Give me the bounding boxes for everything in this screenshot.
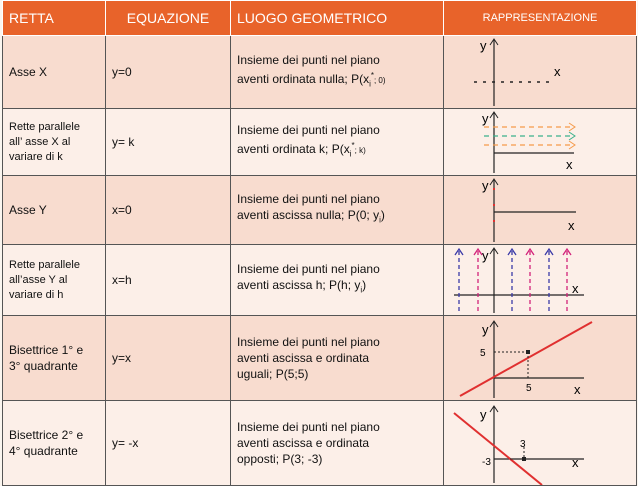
retta-cell: Asse Y	[3, 176, 106, 245]
graph-bisettrice-2-4	[444, 401, 637, 486]
svg-text:x: x	[572, 281, 579, 296]
header-row	[3, 1, 637, 36]
luogo-cell: Insieme dei punti nel piano aventi ascissa nulla; P(0; $y_i$)	[231, 176, 444, 245]
svg-text:x: x	[572, 455, 579, 470]
equazione-cell: y= k	[106, 109, 231, 176]
retta-cell: Asse X	[3, 36, 106, 109]
equazione-cell: y= -x	[106, 401, 231, 486]
header-luogo: LUOGO GEOMETRICO	[231, 1, 444, 36]
graph-parallele-x	[444, 109, 637, 176]
header-retta: RETTA	[3, 1, 106, 36]
svg-text:y: y	[482, 322, 489, 337]
luogo-cell: Insieme dei punti nel piano aventi ascissa e ordinata opposti; P(3; -3)	[231, 401, 444, 486]
graph-parallele-y	[444, 245, 637, 316]
svg-text:y: y	[480, 407, 487, 422]
equations-table	[2, 0, 637, 486]
table-row	[3, 176, 637, 245]
equazione-cell: x=0	[106, 176, 231, 245]
svg-text:5: 5	[480, 348, 486, 359]
header-rappresentazione: RAPPRESENTAZIONE	[444, 1, 637, 36]
svg-text:y: y	[482, 248, 489, 263]
graph-bisettrice-1-3	[444, 316, 637, 401]
header-equazione: EQUAZIONE	[106, 1, 231, 36]
svg-text:y: y	[480, 38, 487, 53]
svg-text:y: y	[482, 111, 489, 126]
svg-text:x: x	[568, 218, 575, 233]
svg-text:x: x	[574, 382, 581, 397]
svg-text:x: x	[566, 157, 573, 172]
svg-text:5: 5	[526, 383, 532, 394]
table-row	[3, 401, 637, 486]
luogo-cell: Insieme dei punti nel piano aventi ascissa e ordinata uguali; P(5;5)	[231, 316, 444, 401]
table-row	[3, 245, 637, 316]
retta-cell: Bisettrice 1° e 3° quadrante	[3, 316, 106, 401]
graph-asse-x	[444, 36, 637, 109]
svg-text:x: x	[554, 64, 561, 79]
svg-text:y: y	[482, 178, 489, 193]
table-row	[3, 36, 637, 109]
equazione-cell: y=x	[106, 316, 231, 401]
table-row	[3, 109, 637, 176]
svg-text:-3: -3	[482, 457, 491, 468]
retta-cell: Bisettrice 2° e 4° quadrante	[3, 401, 106, 486]
equazione-cell: y=0	[106, 36, 231, 109]
luogo-cell: Insieme dei punti nel piano aventi ordinata k; $P(x_i^*$; k)	[231, 109, 444, 176]
luogo-cell: Insieme dei punti nel piano aventi ordinata nulla; $P(x_i^*$; 0)	[231, 36, 444, 109]
retta-cell: Rette parallele all’asse Y al variare di h	[3, 245, 106, 316]
luogo-cell: Insieme dei punti nel piano aventi ascissa h; P(h; $y_i$)	[231, 245, 444, 316]
retta-cell: Rette parallele all’ asse X al variare di k	[3, 109, 106, 176]
svg-text:3: 3	[520, 439, 526, 450]
equazione-cell: x=h	[106, 245, 231, 316]
graph-asse-y	[444, 176, 637, 245]
table-row	[3, 316, 637, 401]
